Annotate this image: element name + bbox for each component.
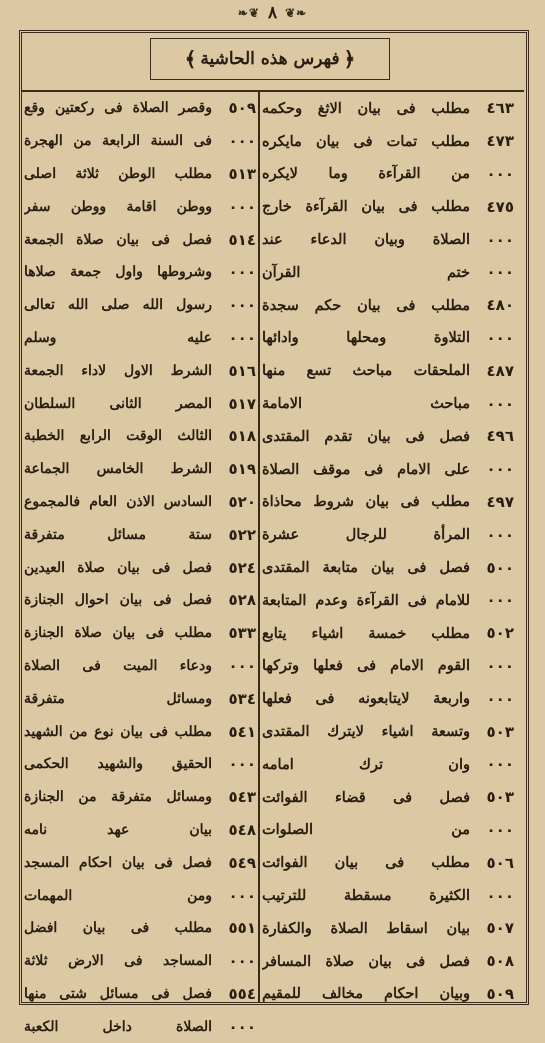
entry-title: بيان اسقاط الصلاة والكفارة — [262, 919, 470, 937]
entry-title: مطلب فى بيان افضل — [24, 920, 212, 937]
index-entry — [24, 945, 256, 978]
entry-title: ختم القرآن — [262, 263, 470, 281]
entry-title: مطلب فى بيان الفوائت — [262, 854, 470, 872]
index-entry — [262, 650, 514, 683]
entry-title: على الامام فى موقف الصلاة — [262, 460, 470, 478]
index-entry — [24, 584, 256, 617]
entry-title: للامام فى القرآءة وعدم المتابعة — [262, 591, 470, 609]
entry-title: وبيان احكام مخالف للمقيم — [262, 985, 470, 1003]
entry-page-number: ٥١٨ — [228, 427, 256, 446]
ornament-left-icon: ❧❦ — [285, 6, 308, 20]
entry-page-number: ٤٦٣ — [486, 99, 514, 118]
index-entry — [262, 322, 514, 355]
entry-title: فصل فى بيان صلاة العيدين — [24, 559, 212, 576]
entry-title: مطلب تمات فى بيان مايكره — [262, 132, 470, 150]
entry-page-number: ٥٥١ — [228, 919, 256, 938]
index-entry — [262, 584, 514, 617]
entry-page-number: ٠٠٠ — [486, 591, 514, 610]
index-entry — [262, 617, 514, 650]
entry-title: وقصر الصلاة فى ركعتين وقع — [24, 100, 212, 117]
entry-page-number: ٥٠٧ — [486, 919, 514, 938]
entry-page-number: ٥٠٠ — [486, 558, 514, 577]
entry-page-number: ٥٢٠ — [228, 492, 256, 511]
entry-title: مباحث الامامة — [262, 395, 470, 413]
entry-title: القوم الامام فى فعلها وتركها — [262, 657, 470, 675]
bracket-open-icon: ﴿ — [343, 47, 356, 71]
entry-title: فصل فى بيان متابعة المقتدى — [262, 559, 470, 577]
index-entry — [262, 190, 514, 223]
entry-page-number: ٠٠٠ — [486, 886, 514, 905]
entry-title: واربعة لايتابعونه فى فعلها — [262, 690, 470, 708]
entry-title: فصل فى بيان صلاة المسافر — [262, 952, 470, 970]
entry-page-number: ٤٧٣ — [486, 132, 514, 151]
entry-title: مطلب فى بيان صلاة الجنازة — [24, 625, 212, 642]
index-entry — [24, 158, 256, 191]
entry-title: مطلب الوطن ثلاثة اصلى — [24, 165, 212, 182]
entry-title: ومسائل متفرقة من الجنازة — [24, 789, 212, 806]
index-entry — [262, 486, 514, 519]
entry-title: ودعاء الميت فى الصلاة — [24, 657, 212, 674]
entry-page-number: ٠٠٠ — [228, 755, 256, 774]
page-number: ٨ — [267, 3, 278, 23]
index-entry — [24, 223, 256, 256]
entry-page-number: ٥٤٣ — [228, 788, 256, 807]
entry-page-number: ٠٠٠ — [486, 820, 514, 839]
index-entry — [24, 748, 256, 781]
index-column-right — [262, 92, 514, 1010]
entry-page-number: ٠٠٠ — [228, 1017, 256, 1036]
entry-page-number: ٥١٤ — [228, 230, 256, 249]
entry-title: وتسعة اشياء لايترك المقتدى — [262, 723, 470, 741]
entry-title: رسول الله صلى الله تعالى — [24, 297, 212, 314]
index-entry — [24, 715, 256, 748]
index-entry — [262, 387, 514, 420]
entry-page-number: ٠٠٠ — [486, 230, 514, 249]
entry-title: الشرط الخامس الجماعة — [24, 461, 212, 478]
entry-title: المصر الثانى السلطان — [24, 395, 212, 412]
entry-title: فصل فى بيان احوال الجنازة — [24, 592, 212, 609]
entry-page-number: ٠٠٠ — [228, 656, 256, 675]
entry-page-number: ٥٤٩ — [228, 853, 256, 872]
entry-title: الحقيق والشهيد الحكمى — [24, 756, 212, 773]
entry-title: الكثيرة مسقطة للترتيب — [262, 887, 470, 905]
index-entry — [262, 879, 514, 912]
entry-title: ومن المهمات — [24, 887, 212, 904]
entry-page-number: ٥٥٤ — [228, 984, 256, 1003]
entry-title: من القرآءة وما لايكره — [262, 165, 470, 183]
index-entry — [24, 814, 256, 847]
entry-title: الملحقات مباحث تسع منها — [262, 362, 470, 380]
entry-page-number: ٥١٩ — [228, 460, 256, 479]
entry-page-number: ٠٠٠ — [228, 886, 256, 905]
ornament-right-icon: ❦❧ — [237, 6, 260, 20]
index-entry — [24, 682, 256, 715]
entry-page-number: ٠٠٠ — [228, 132, 256, 151]
entry-title: الصلاة وبيان الدعاء عند — [262, 231, 470, 249]
entry-title: مطلب فى بيان القرآءة خارج — [262, 198, 470, 216]
entry-title: ستة مسائل متفرقة — [24, 526, 212, 543]
index-entry — [24, 289, 256, 322]
index-entry — [262, 256, 514, 289]
entry-page-number: ٠٠٠ — [486, 656, 514, 675]
entry-page-number: ٠٠٠ — [228, 263, 256, 282]
entry-title: عليه وسلم — [24, 329, 212, 346]
entry-page-number: ٥٢٢ — [228, 525, 256, 544]
entry-page-number: ٥٤١ — [228, 722, 256, 741]
entry-title: ومسائل متفرقة — [24, 690, 212, 707]
entry-title: من الصلوات — [262, 821, 470, 839]
index-entry — [262, 92, 514, 125]
entry-title: بيان عهد نامه — [24, 821, 212, 838]
entry-title: ووطن اقامة ووطن سفر — [24, 198, 212, 215]
entry-title: التلاوة ومحلها وادائها — [262, 329, 470, 347]
entry-page-number: ٠٠٠ — [486, 460, 514, 479]
entry-page-number: ٠٠٠ — [228, 952, 256, 971]
index-entry — [24, 92, 256, 125]
index-entry — [24, 617, 256, 650]
entry-page-number: ٥٠٩ — [486, 984, 514, 1003]
entry-page-number: ٠٠٠ — [228, 328, 256, 347]
entry-page-number: ٠٠٠ — [486, 164, 514, 183]
index-entry — [262, 781, 514, 814]
entry-page-number: ٥٠٢ — [486, 624, 514, 643]
entry-title: الصلاة داخل الكعبة — [24, 1018, 212, 1035]
entry-title: فصل فى بيان تقدم المقتدى — [262, 427, 470, 445]
entry-title: مطلب فى بيان شروط محاذاة — [262, 493, 470, 511]
entry-page-number: ٤٧٥ — [486, 197, 514, 216]
index-entry — [262, 223, 514, 256]
entry-title: وان ترك امامه — [262, 755, 470, 773]
index-entry — [24, 1010, 256, 1043]
index-entry — [24, 846, 256, 879]
entry-title: فى السنة الرابعة من الهجرة — [24, 133, 212, 150]
entry-title: السادس الاذن العام فالمجموع — [24, 493, 212, 510]
entry-title: المرأة للرجال عشرة — [262, 526, 470, 544]
entry-page-number: ٥٤٨ — [228, 820, 256, 839]
index-entry — [24, 781, 256, 814]
entry-page-number: ٥٣٣ — [228, 624, 256, 643]
index-entry — [262, 715, 514, 748]
entry-page-number: ٠٠٠ — [486, 525, 514, 544]
index-entry — [24, 978, 256, 1011]
entry-page-number: ٠٠٠ — [486, 394, 514, 413]
index-entry — [24, 190, 256, 223]
entry-page-number: ٥٠٨ — [486, 952, 514, 971]
entry-page-number: ٥٠٣ — [486, 722, 514, 741]
column-divider — [258, 92, 260, 1002]
index-entry — [262, 814, 514, 847]
entry-title: مطلب فى بيان نوع من الشهيد — [24, 723, 212, 740]
index-entry — [24, 354, 256, 387]
index-entry — [24, 453, 256, 486]
index-column-left — [24, 92, 256, 1043]
index-entry — [262, 158, 514, 191]
index-entry — [262, 748, 514, 781]
index-entry — [262, 912, 514, 945]
index-entry — [262, 453, 514, 486]
entry-page-number: ٠٠٠ — [486, 328, 514, 347]
index-entry — [24, 256, 256, 289]
index-entry — [262, 846, 514, 879]
entry-page-number: ٤٨٠ — [486, 296, 514, 315]
index-entry — [262, 551, 514, 584]
entry-title: مطلب فى بيان الاثغ وحكمه — [262, 99, 470, 117]
entry-title: فصل فى مسائل شتى منها — [24, 985, 212, 1002]
index-entry — [24, 551, 256, 584]
entry-page-number: ٥٠٩ — [228, 99, 256, 118]
entry-page-number: ٥٠٣ — [486, 788, 514, 807]
page-header — [0, 0, 545, 26]
index-entry — [24, 125, 256, 158]
entry-page-number: ٠٠٠ — [486, 755, 514, 774]
index-entry — [24, 420, 256, 453]
entry-title: فصل فى قضاء الفوائت — [262, 788, 470, 806]
entry-page-number: ٠٠٠ — [486, 689, 514, 708]
index-title: فهرس هذه الحاشية — [200, 49, 340, 69]
entry-page-number: ٥٣٤ — [228, 689, 256, 708]
index-entry — [262, 354, 514, 387]
entry-title: فصل فى بيان احكام المسجد — [24, 854, 212, 871]
entry-page-number: ٥١٣ — [228, 164, 256, 183]
entry-title: فصل فى بيان صلاة الجمعة — [24, 231, 212, 248]
entry-title: مطلب خمسة اشياء يتابع — [262, 624, 470, 642]
index-entry — [24, 322, 256, 355]
index-entry — [262, 518, 514, 551]
entry-page-number: ٤٩٦ — [486, 427, 514, 446]
entry-page-number: ٥٢٨ — [228, 591, 256, 610]
entry-page-number: ٥٠٦ — [486, 853, 514, 872]
entry-page-number: ٥١٦ — [228, 361, 256, 380]
index-entry — [24, 518, 256, 551]
entry-page-number: ٥٢٤ — [228, 558, 256, 577]
index-entry — [262, 978, 514, 1011]
index-entry — [262, 289, 514, 322]
index-entry — [24, 912, 256, 945]
entry-title: الثالث الوقت الرابع الخطبة — [24, 428, 212, 445]
index-title-box — [150, 38, 390, 80]
entry-page-number: ٠٠٠ — [228, 296, 256, 315]
entry-page-number: ٠٠٠ — [228, 197, 256, 216]
index-entry — [24, 650, 256, 683]
index-entry — [24, 879, 256, 912]
entry-title: الشرط الاول لاداء الجمعة — [24, 362, 212, 379]
index-entry — [262, 420, 514, 453]
index-entry — [24, 387, 256, 420]
index-entry — [262, 682, 514, 715]
index-entry — [262, 945, 514, 978]
entry-page-number: ٤٨٧ — [486, 361, 514, 380]
entry-title: المساجد فى الارض ثلاثة — [24, 953, 212, 970]
entry-page-number: ٥١٧ — [228, 394, 256, 413]
entry-page-number: ٠٠٠ — [486, 263, 514, 282]
index-entry — [262, 125, 514, 158]
entry-title: مطلب فى بيان حكم سجدة — [262, 296, 470, 314]
entry-page-number: ٤٩٧ — [486, 492, 514, 511]
bracket-close-icon: ﴾ — [184, 47, 197, 71]
index-entry — [24, 486, 256, 519]
entry-title: وشروطها واول جمعة صلاها — [24, 264, 212, 281]
